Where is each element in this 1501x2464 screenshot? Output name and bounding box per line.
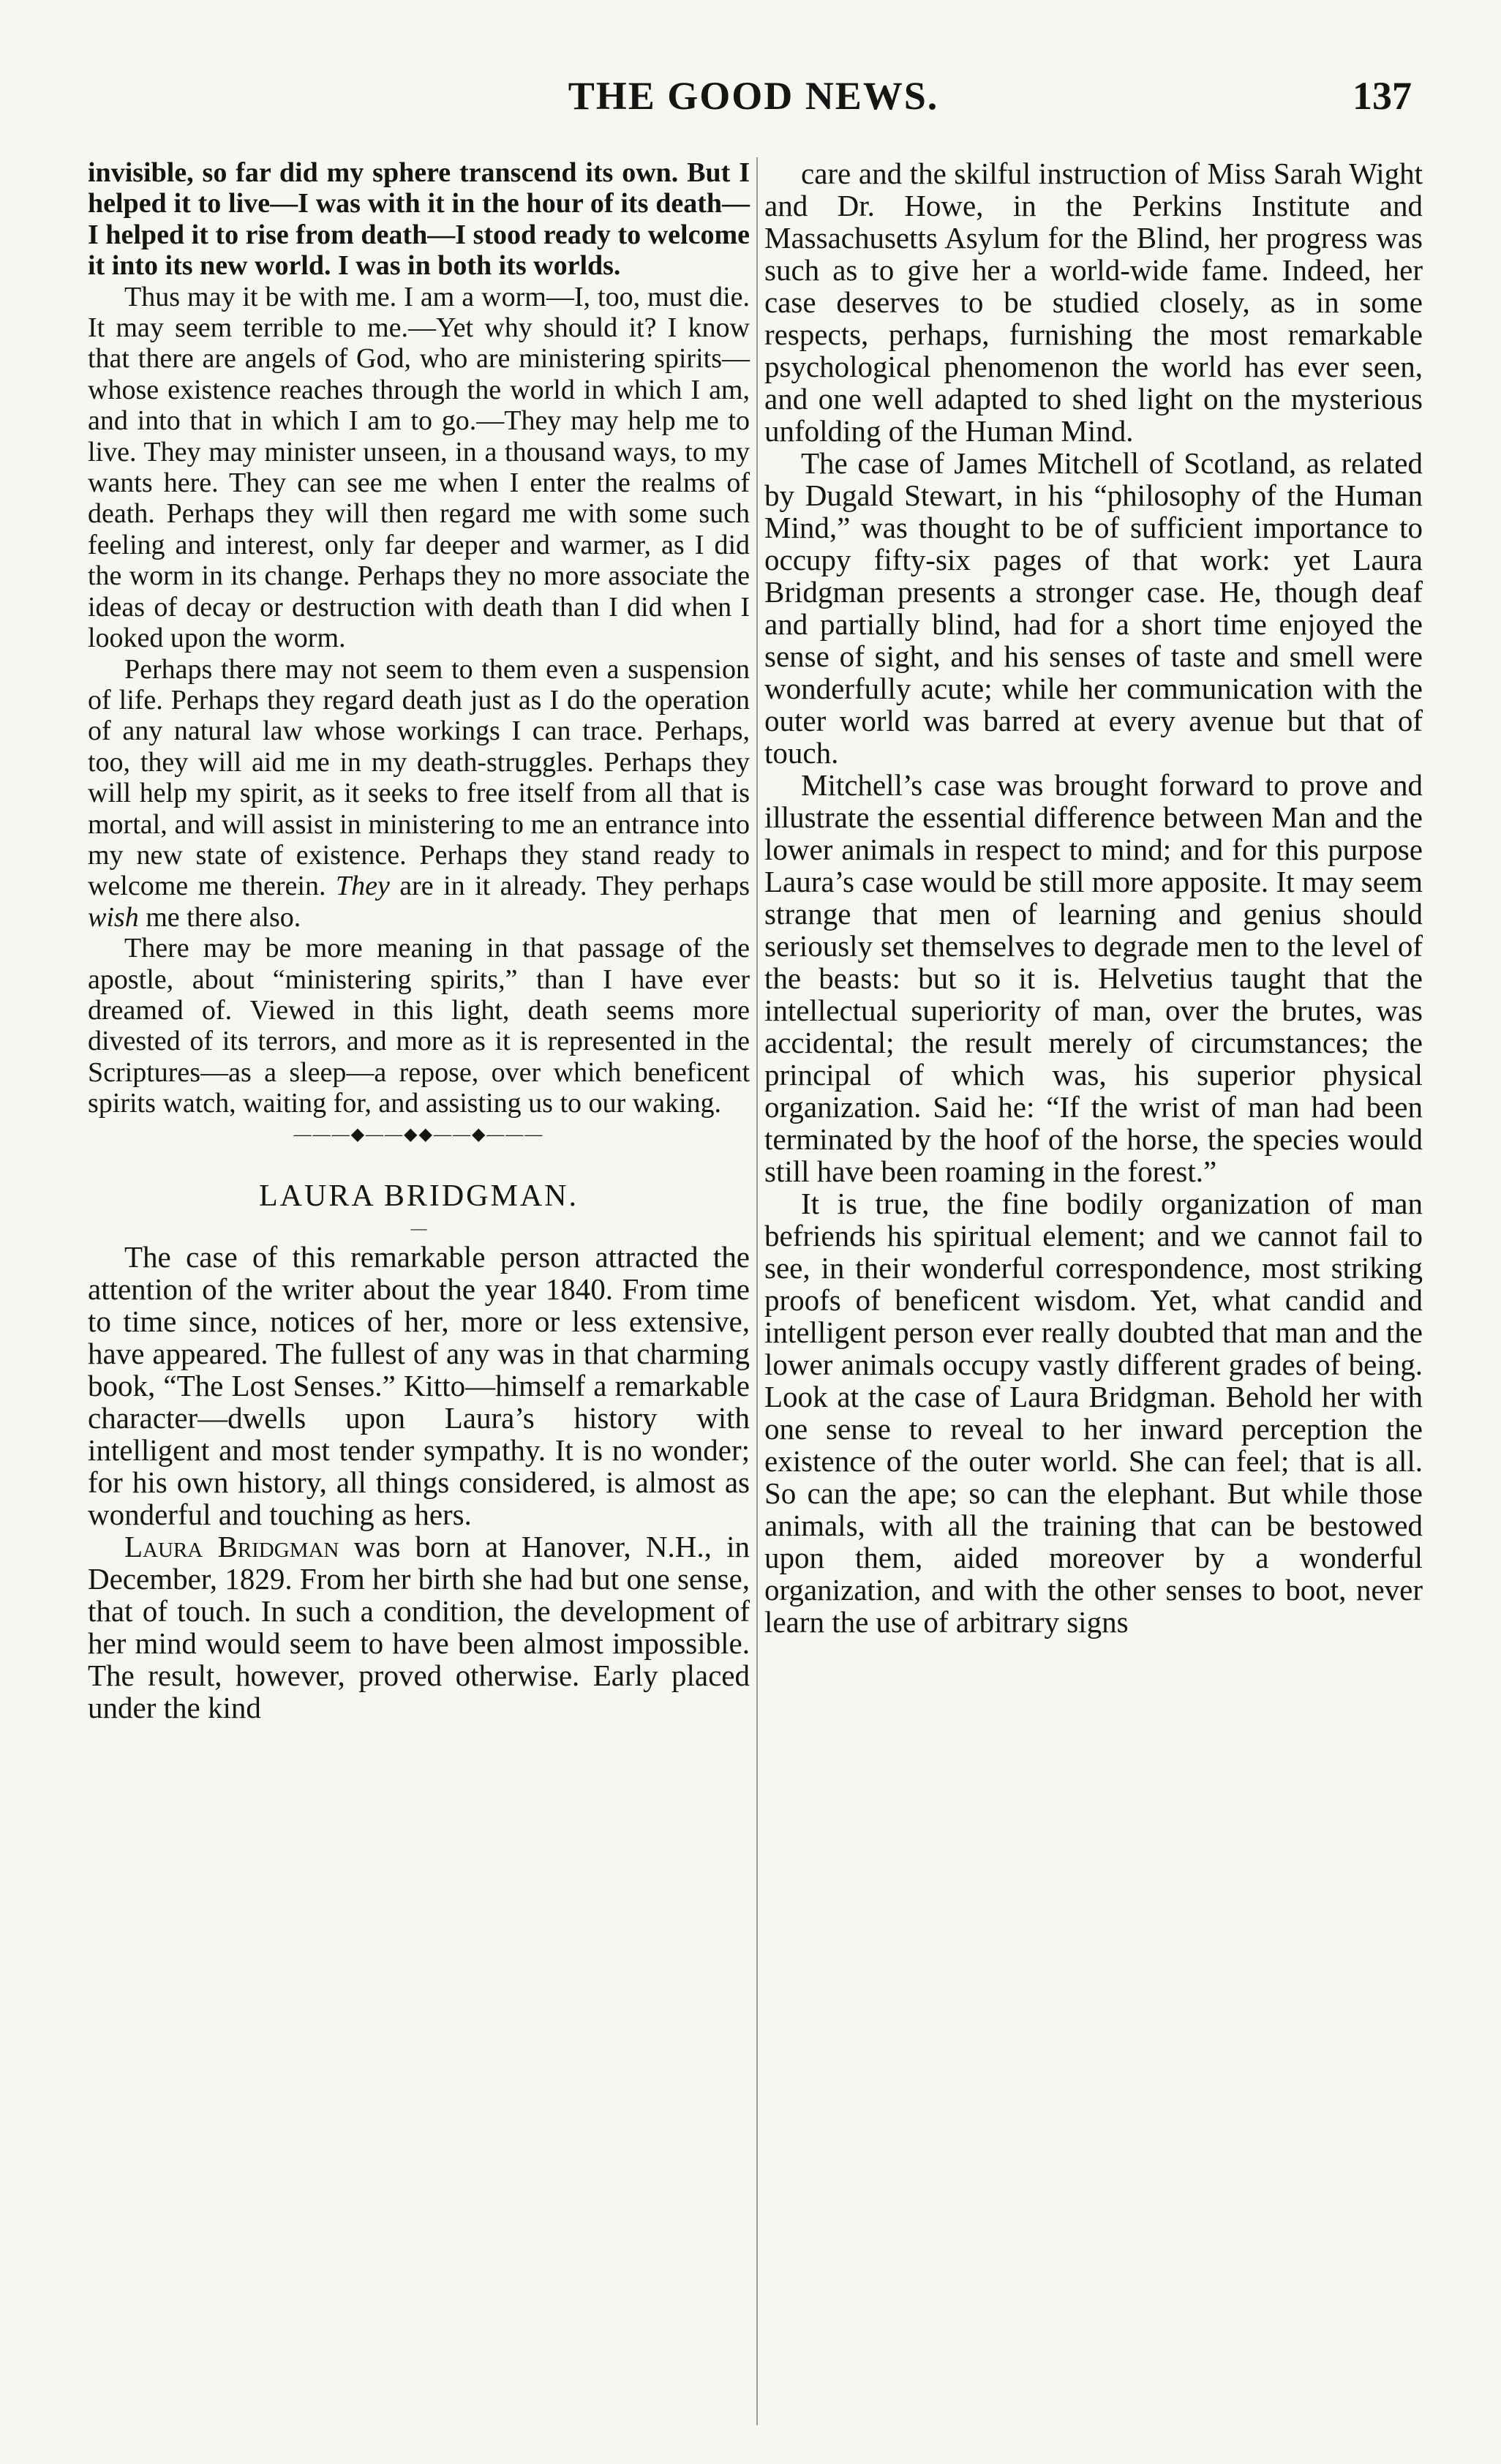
page-header-title: THE GOOD NEWS. (568, 74, 939, 118)
article-title: LAURA BRIDGMAN. (258, 1179, 579, 1213)
article-paragraph-2 (88, 1530, 750, 1724)
right-paragraph-4: It is true, the fine bodily organization of man befriends his spiritual element; and we cannot fail to see, in their wonderful correspondence, most striking proofs of beneficent wisdom. Yet, what candid and intelligent person ever really doubted that man and the lower animals occupy vastly different grades of being. Look at the case of Laura Bridgman. Behold her with one sense to reveal to her inward perception the existence of the outer world. She can feel; that is all. So can the ape; so can the elephant. But while those animals, with all the training that can be bestowed upon them, aided moreover by a wonderful organization, and with the other senses to boot, never learn the use of arbitrary signs (764, 1187, 1423, 1639)
left-paragraph-4: There may be more meaning in that passage of the apostle, about “ministering spirits,” than I have ever dreamed of. Viewed in this light, death seems more divested of its terrors, and more as it is represented in the Scriptures—as a sleep—a repose, over which beneficent spirits watch, waiting for, and assisting us to our waking. (88, 933, 750, 1119)
left-paragraph-3-wish: wish (88, 901, 139, 933)
left-paragraph-2: Thus may it be with me. I am a worm—I, too, must die. It may seem terrible to me.—Yet why should it? I know that there are angels of God, who are ministering spirits—whose existence reaches through the world in which I am, and into that in which I am to go.—They may help me to live. They may minister unseen, in a thousand ways, to my wants here. They can see me when I enter the realms of death. Perhaps they will then regard me with some such feeling and interest, only far deeper and warmer, as I did the worm in its change. Perhaps they no more associate the ideas of decay or destruction with death than I did when I looked upon the worm. (88, 281, 750, 654)
left-paragraph-3 (88, 654, 750, 934)
section-divider: ———◆——◆◆——◆——— (293, 1124, 544, 1144)
left-column (88, 157, 750, 1724)
running-head (88, 73, 1419, 124)
right-paragraph-2: The case of James Mitchell of Scotland, as related by Dugald Stewart, in his “philosophy of the Human Mind,” was thought to be of sufficient importance to occupy fifty-six pages of that work: yet Laura Bridgman presents a stronger case. He, though deaf and partially blind, had for a short time enjoyed the sense of sight, and his senses of taste and smell were wonderfully acute; while her communication with the outer world was barred at every avenue but that of touch. (764, 446, 1423, 770)
article-body-left (88, 1241, 750, 1724)
column-rule (756, 157, 758, 2425)
left-paragraph-3-text-a: Perhaps there may not seem to them even a suspension of life. Perhaps they regard death just as I do the operation of any natural law whose workings I can trace. Perhaps, too, they will aid me in my death-struggles. Perhaps they will help my spirit, as it seeks to free itself from all that is mortal, and will assist in ministering to me an entrance into my new state of existence. Perhaps they stand ready to welcome me therein. (88, 653, 750, 902)
article-paragraph-2-text: was born at Hanover, N.H., in December, 1829. From her birth she had but one sense, that of touch. In such a condition, the development of her mind would seem to have been almost impossible. The result, however, proved otherwise. Early placed under the kind (88, 1529, 750, 1724)
right-column (764, 157, 1423, 1638)
article-paragraph-2-name: Laura Bridgman (124, 1529, 339, 1563)
right-paragraph-3: Mitchell’s case was brought forward to prove and illustrate the essential difference between Man and the lower animals in respect to mind; and for this purpose Laura’s case would be still more apposite. It may seem strange that men of learning and genius should seriously set themselves to degrade men to the level of the beasts: but so it is. Helvetius taught that the intellectual superiority of man, over the brutes, was accidental; the result merely of circumstances; the principal of which was, his superior physical organization. Said he: “If the wrist of man had been terminated by the hoof of the horse, the species would still have been roaming in the forest.” (764, 768, 1423, 1188)
left-paragraph-3-text-b: are in it already. They perhaps (389, 871, 750, 902)
left-paragraph-3-they: They (335, 871, 390, 902)
title-dash: — (410, 1218, 427, 1237)
page-number: 137 (1353, 74, 1412, 118)
left-paragraph-3-text-c: me there also. (138, 901, 301, 933)
article-paragraph-1: The case of this remarkable person attracted the attention of the writer about the year 1840. From time to time since, notices of her, more or less extensive, have appeared. The fullest of any was in that charming book, “The Lost Senses.” Kitto—himself a remarkable character—dwells upon Laura’s history with intelligent and most tender sympathy. It is no wonder; for his own history, all things considered, is almost as wonderful and touching as hers. (88, 1239, 750, 1531)
right-paragraph-1: care and the skilful instruction of Miss Sarah Wight and Dr. Howe, in the Perkins Institute and Massachusetts Asylum for the Blind, her progress was such as to give her a world-wide fame. Indeed, her case deserves to be studied closely, as in some respects, perhaps, furnishing the most remarkable psychological phenomenon the world has ever seen, and one well adapted to shed light on the mysterious unfolding of the Human Mind. (764, 157, 1423, 448)
left-paragraph-1: invisible, so far did my sphere transcend its own. But I helped it to live—I was with it in the hour of its death—I helped it to rise from death—I stood ready to welcome it into its new world. I was in both its worlds. (88, 157, 750, 282)
